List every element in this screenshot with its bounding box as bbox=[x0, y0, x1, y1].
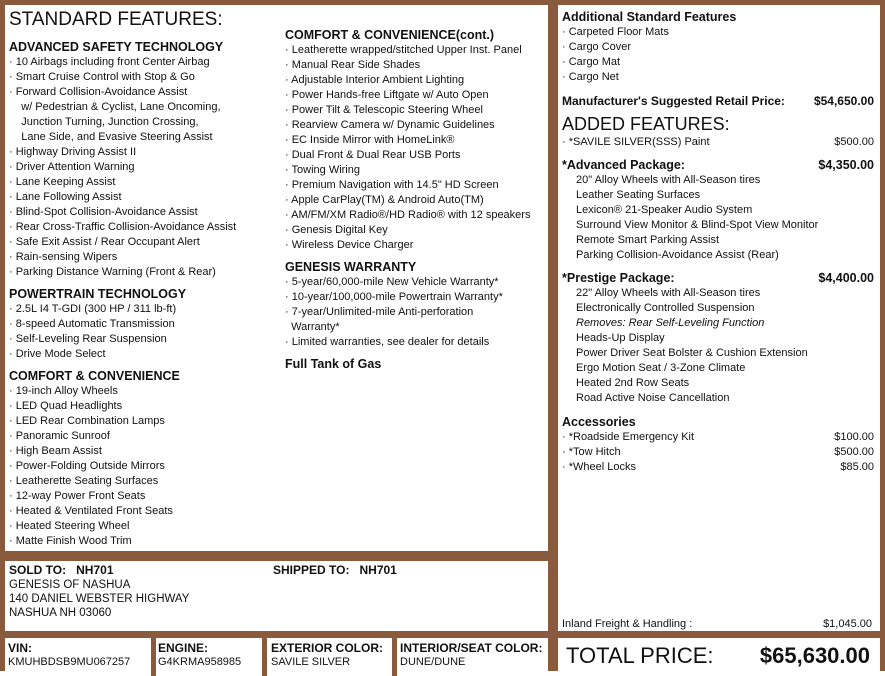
list-item: Leather Seating Surfaces bbox=[576, 189, 701, 201]
paint-label: · *SAVILE SILVER(SSS) Paint bbox=[562, 136, 710, 148]
feature-item: · Panoramic Sunroof bbox=[9, 430, 110, 442]
feature-item: · Adjustable Interior Ambient Lighting bbox=[285, 74, 465, 86]
advanced-package-label: *Advanced Package: bbox=[562, 158, 685, 172]
feature-item: Junction Turning, Junction Crossing, bbox=[9, 116, 199, 128]
interior-color-cell bbox=[400, 641, 550, 669]
feature-item: · Highway Driving Assist II bbox=[9, 146, 137, 158]
advanced-package-row bbox=[562, 157, 874, 173]
msrp-value: $54,650.00 bbox=[813, 94, 874, 108]
feature-item: · Rear Cross-Traffic Collision-Avoidance Assist bbox=[9, 221, 237, 233]
vin-value: KMUHBDSB9MU067257 bbox=[8, 656, 131, 668]
section-heading: COMFORT & CONVENIENCE(cont.) bbox=[285, 28, 495, 42]
feature-item: · Lane Keeping Assist bbox=[9, 176, 116, 188]
list-item: · Cargo Cover bbox=[562, 41, 632, 53]
dealer-address-line-2: NASHUA NH 03060 bbox=[9, 607, 112, 619]
feature-item: · Power Hands-free Liftgate w/ Auto Open bbox=[285, 89, 489, 101]
list-item: Heads-Up Display bbox=[576, 332, 665, 344]
feature-item: · Rain-sensing Wipers bbox=[9, 251, 118, 263]
feature-item: · Lane Following Assist bbox=[9, 191, 122, 203]
feature-item: · Blind-Spot Collision-Avoidance Assist bbox=[9, 206, 198, 218]
list-item: 22" Alloy Wheels with All-Season tires bbox=[576, 287, 761, 299]
prestige-package-label: *Prestige Package: bbox=[562, 271, 675, 285]
feature-item: · Apple CarPlay(TM) & Android Auto(TM) bbox=[285, 194, 484, 206]
feature-item: · Heated & Ventilated Front Seats bbox=[9, 505, 173, 517]
list-item: Parking Collision-Avoidance Assist (Rear) bbox=[576, 249, 779, 261]
feature-item: · Genesis Digital Key bbox=[285, 224, 388, 236]
accessory-label: · *Wheel Locks bbox=[562, 461, 636, 473]
feature-item: · 2.5L I4 T-GDI (300 HP / 311 lb-ft) bbox=[9, 303, 177, 315]
accessory-label: · *Roadside Emergency Kit bbox=[562, 431, 695, 443]
accessories-list bbox=[562, 430, 874, 475]
feature-item: · 19-inch Alloy Wheels bbox=[9, 385, 118, 397]
engine-label: ENGINE: bbox=[158, 641, 209, 655]
sold-to-code: NH701 bbox=[76, 563, 114, 577]
prestige-package-value: $4,400.00 bbox=[818, 271, 874, 285]
list-item: Electronically Controlled Suspension bbox=[576, 302, 755, 314]
feature-item: Lane Side, and Evasive Steering Assist bbox=[9, 131, 213, 143]
additional-features-title: Additional Standard Features bbox=[562, 10, 737, 24]
feature-item: · Rearview Camera w/ Dynamic Guidelines bbox=[285, 119, 495, 131]
accessory-row bbox=[562, 445, 874, 460]
feature-item: w/ Pedestrian & Cyclist, Lane Oncoming, bbox=[9, 101, 221, 113]
feature-item: · 10 Airbags including front Center Airbag bbox=[9, 56, 210, 68]
feature-item: · Smart Cruise Control with Stop & Go bbox=[9, 71, 195, 83]
feature-item: · Premium Navigation with 14.5" HD Screen bbox=[285, 179, 499, 191]
interior-color-label: INTERIOR/SEAT COLOR: bbox=[400, 641, 543, 655]
advanced-package-value: $4,350.00 bbox=[818, 158, 874, 172]
feature-item: · LED Quad Headlights bbox=[9, 400, 123, 412]
msrp-row bbox=[562, 93, 874, 109]
list-item: · Cargo Mat bbox=[562, 56, 621, 68]
accessories-title: Accessories bbox=[562, 415, 636, 429]
total-price-label: TOTAL PRICE: bbox=[566, 643, 714, 668]
feature-item: · 8-speed Automatic Transmission bbox=[9, 318, 175, 330]
freight-row bbox=[562, 617, 872, 632]
page-title: STANDARD FEATURES: bbox=[9, 9, 223, 30]
feature-item: · Power-Folding Outside Mirrors bbox=[9, 460, 165, 472]
freight-label: Inland Freight & Handling : bbox=[562, 618, 693, 630]
list-item: 20" Alloy Wheels with All-Season tires bbox=[576, 174, 761, 186]
sold-to-panel bbox=[0, 556, 553, 636]
feature-item: · High Beam Assist bbox=[9, 445, 102, 457]
list-item: Heated 2nd Row Seats bbox=[576, 377, 690, 389]
section-heading: COMFORT & CONVENIENCE bbox=[9, 369, 180, 383]
section-heading: ADVANCED SAFETY TECHNOLOGY bbox=[9, 40, 224, 54]
feature-item: · Driver Attention Warning bbox=[9, 161, 135, 173]
feature-item: · EC Inside Mirror with HomeLink® bbox=[285, 134, 455, 146]
shipped-to-code: NH701 bbox=[359, 563, 397, 577]
feature-item: · Matte Finish Wood Trim bbox=[9, 535, 132, 547]
accessory-row bbox=[562, 460, 874, 475]
section-heading: POWERTRAIN TECHNOLOGY bbox=[9, 287, 187, 301]
msrp-label: Manufacturer's Suggested Retail Price: bbox=[562, 94, 785, 108]
feature-item: · Towing Wiring bbox=[285, 164, 360, 176]
feature-item: · Parking Distance Warning (Front & Rear) bbox=[9, 266, 216, 278]
feature-item: · AM/FM/XM Radio®/HD Radio® with 12 speakers bbox=[285, 209, 531, 221]
accessory-row bbox=[562, 430, 874, 445]
list-item: Surround View Monitor & Blind-Spot View Monitor bbox=[576, 219, 819, 231]
prestige-package-list bbox=[562, 286, 874, 406]
dealer-name: GENESIS OF NASHUA bbox=[9, 579, 131, 591]
advanced-package-list bbox=[562, 173, 874, 263]
feature-item: · Heated Steering Wheel bbox=[9, 520, 130, 532]
feature-item: Warranty* bbox=[285, 321, 340, 333]
prestige-package-row bbox=[562, 270, 874, 286]
list-item: Remote Smart Parking Assist bbox=[576, 234, 720, 246]
feature-item: · 7-year/Unlimited-mile Anti-perforation bbox=[285, 306, 474, 318]
feature-item: · Leatherette wrapped/stitched Upper Inst. Panel bbox=[285, 44, 522, 56]
feature-item: · LED Rear Combination Lamps bbox=[9, 415, 165, 427]
list-item: Power Driver Seat Bolster & Cushion Extension bbox=[576, 347, 808, 359]
dealer-address-line-1: 140 DANIEL WEBSTER HIGHWAY bbox=[9, 593, 190, 605]
additional-features-list bbox=[562, 25, 874, 85]
feature-item: · 12-way Power Front Seats bbox=[9, 490, 146, 502]
total-price-panel bbox=[553, 633, 885, 671]
feature-item: · Leatherette Seating Surfaces bbox=[9, 475, 159, 487]
vin-panel bbox=[0, 633, 553, 671]
added-features-title: ADDED FEATURES: bbox=[562, 114, 730, 134]
section-heading: GENESIS WARRANTY bbox=[285, 260, 417, 274]
features-column-1 bbox=[9, 35, 279, 549]
section-heading: Full Tank of Gas bbox=[285, 357, 382, 371]
feature-item: · 5-year/60,000-mile New Vehicle Warranty* bbox=[285, 276, 499, 288]
accessory-price: $500.00 bbox=[834, 446, 874, 458]
shipped-to-label: SHIPPED TO: bbox=[273, 563, 350, 577]
paint-value: $500.00 bbox=[834, 136, 874, 148]
vin-cell bbox=[8, 641, 148, 669]
vin-label: VIN: bbox=[8, 641, 32, 655]
feature-item: · Wireless Device Charger bbox=[285, 239, 414, 251]
list-item: · Cargo Net bbox=[562, 71, 619, 83]
accessory-price: $100.00 bbox=[834, 431, 874, 443]
freight-value: $1,045.00 bbox=[823, 618, 872, 630]
sold-to-label: SOLD TO: bbox=[9, 563, 67, 577]
feature-item: · Power Tilt & Telescopic Steering Wheel bbox=[285, 104, 483, 116]
accessory-label: · *Tow Hitch bbox=[562, 446, 621, 458]
total-price-value: $65,630.00 bbox=[759, 643, 870, 668]
exterior-color-cell bbox=[271, 641, 391, 669]
accessory-price: $85.00 bbox=[840, 461, 874, 473]
list-item: Road Active Noise Cancellation bbox=[576, 392, 730, 404]
feature-item: · Forward Collision-Avoidance Assist bbox=[9, 86, 188, 98]
feature-item: · Drive Mode Select bbox=[9, 348, 106, 360]
list-item: Lexicon® 21-Speaker Audio System bbox=[576, 204, 753, 216]
pricing-panel bbox=[553, 0, 885, 636]
engine-cell bbox=[158, 641, 263, 669]
exterior-color-value: SAVILE SILVER bbox=[271, 656, 351, 668]
interior-color-value: DUNE/DUNE bbox=[400, 656, 466, 668]
list-item: Removes: Rear Self-Leveling Function bbox=[576, 317, 765, 329]
feature-item: · Limited warranties, see dealer for details bbox=[285, 336, 490, 348]
feature-item: · 10-year/100,000-mile Powertrain Warranty* bbox=[285, 291, 503, 303]
list-item: · Carpeted Floor Mats bbox=[562, 26, 669, 38]
list-item: Ergo Motion Seat / 3-Zone Climate bbox=[576, 362, 746, 374]
feature-item: · Dual Front & Dual Rear USB Ports bbox=[285, 149, 461, 161]
exterior-color-label: EXTERIOR COLOR: bbox=[271, 641, 384, 655]
engine-value: G4KRMA958985 bbox=[158, 656, 242, 668]
features-column-2 bbox=[285, 23, 550, 372]
feature-item: · Safe Exit Assist / Rear Occupant Alert bbox=[9, 236, 200, 248]
paint-row bbox=[562, 135, 874, 150]
feature-item: · Manual Rear Side Shades bbox=[285, 59, 421, 71]
feature-item: · Self-Leveling Rear Suspension bbox=[9, 333, 167, 345]
